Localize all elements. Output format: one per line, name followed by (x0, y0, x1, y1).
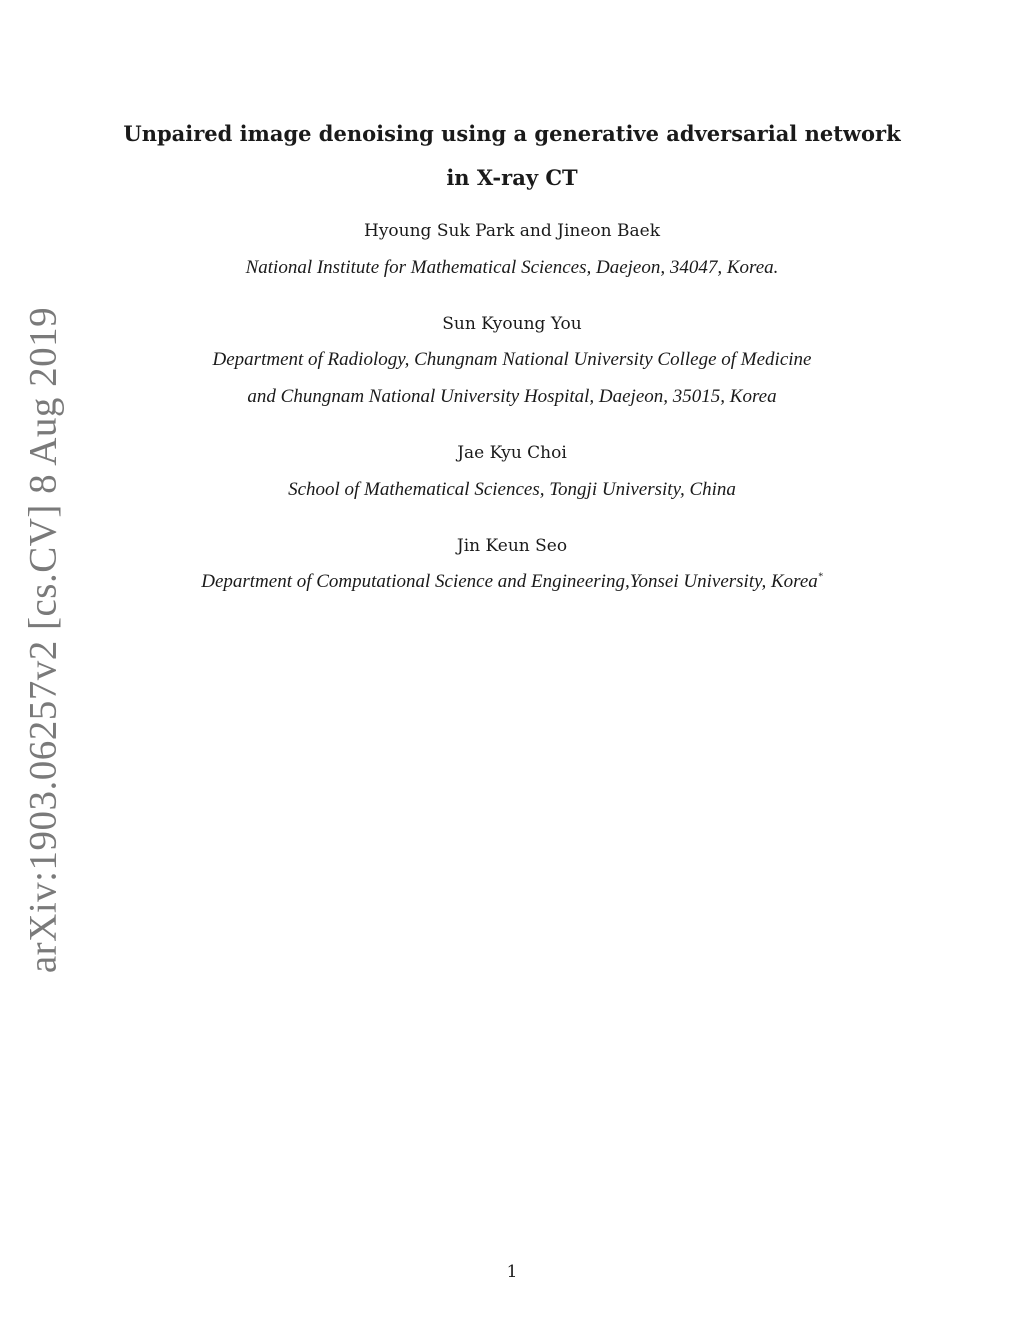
author-names-2: Sun Kyoung You (442, 314, 582, 334)
affiliation-1: National Institute for Mathematical Sciences, Daejeon, 34047, Korea. (245, 257, 779, 278)
author-names-1: Hyoung Suk Park and Jineon Baek (364, 221, 660, 241)
affiliation-4 (0, 571, 1024, 593)
footnote-mark: * (817, 571, 823, 583)
title-line-1: Unpaired image denoising using a generative adversarial network (123, 121, 901, 146)
affiliation-3: School of Mathematical Sciences, Tongji University, China (288, 479, 736, 500)
affiliation-4-text: Department of Computational Science and Engineering,Yonsei University, Korea (201, 571, 818, 592)
affiliation-2-line-2: and Chungnam National University Hospital, Daejeon, 35015, Korea (247, 386, 777, 407)
arxiv-side-stamp: arXiv:1903.06257v2 [cs.CV] 8 Aug 2019 (21, 306, 65, 974)
author-names-3: Jae Kyu Choi (457, 443, 567, 463)
affiliation-2-line-1: Department of Radiology, Chungnam National University College of Medicine (212, 349, 812, 370)
paper-title (0, 112, 1024, 200)
title-line-2: in X-ray CT (446, 165, 578, 190)
page-number: 1 (506, 1262, 518, 1282)
author-names-4: Jin Keun Seo (456, 536, 568, 556)
